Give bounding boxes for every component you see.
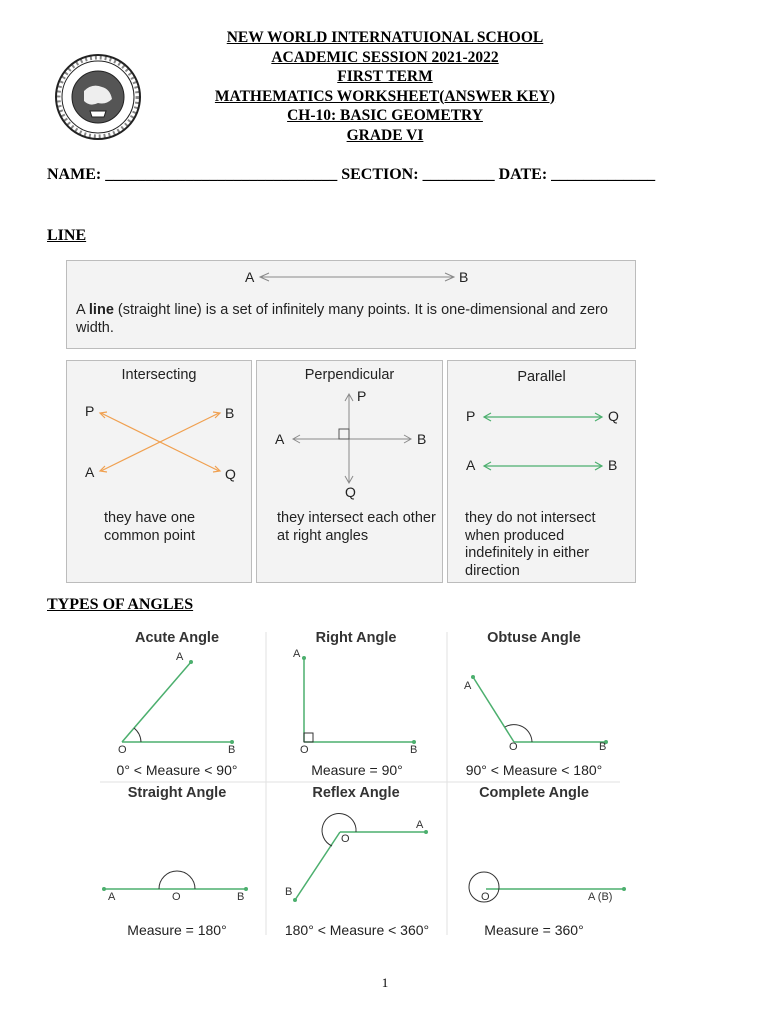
point-label: B: [225, 405, 235, 421]
angle-measure-straight: Measure = 180°: [127, 922, 227, 938]
angle-title-acute: Acute Angle: [134, 630, 220, 646]
point-label: B: [237, 891, 245, 903]
point-label: A: [416, 819, 424, 831]
chapter-title: CH-10: BASIC GEOMETRY: [287, 107, 483, 124]
student-info-line: NAME: _____________________________ SECTION: _________ DATE: _____________: [47, 166, 656, 183]
point-label: P: [85, 403, 95, 419]
panel-caption: they intersect each other at right angles: [277, 510, 436, 544]
line-section-title: LINE: [47, 227, 87, 244]
panel-caption: they do not intersect when produced indefinitely in either direction: [465, 510, 596, 579]
point-label: A: [108, 891, 116, 903]
point-label: B: [417, 431, 427, 447]
point-label: O: [300, 744, 309, 756]
point-label: A: [466, 457, 476, 473]
point-label: A: [85, 464, 95, 480]
angle-title-reflex: Reflex Angle: [312, 785, 400, 801]
point-label: B: [599, 741, 607, 753]
point-label: B: [410, 744, 418, 756]
point-label: Q: [345, 484, 356, 500]
angle-title-obtuse: Obtuse Angle: [487, 630, 581, 646]
point-label: B: [228, 744, 236, 756]
point-label: O: [509, 741, 518, 753]
panel-title: Intersecting: [121, 367, 197, 383]
angle-measure-acute: 0° < Measure < 90°: [116, 762, 238, 778]
angle-title-straight: Straight Angle: [127, 785, 227, 801]
point-label: B: [608, 457, 618, 473]
point-label: Q: [225, 466, 236, 482]
angle-measure-reflex: 180° < Measure < 360°: [284, 922, 430, 938]
grade: GRADE VI: [346, 126, 424, 144]
panel-title: Perpendicular: [304, 367, 395, 383]
point-label: P: [466, 408, 476, 424]
panel-title: Parallel: [517, 369, 566, 385]
angle-measure-right: Measure = 90°: [311, 762, 403, 778]
point-label: O: [118, 744, 127, 756]
point-label: O: [172, 891, 181, 903]
point-label: O: [481, 891, 490, 903]
angle-title-complete: Complete Angle: [479, 785, 589, 801]
page-number: 1: [381, 975, 389, 990]
academic-session: ACADEMIC SESSION 2021-2022: [271, 48, 499, 66]
point-label: A: [176, 651, 184, 663]
def-point-b: B: [459, 269, 469, 285]
point-label: A: [293, 648, 301, 660]
point-label: A: [275, 431, 285, 447]
point-label: A (B): [588, 891, 613, 903]
def-point-a: A: [245, 269, 255, 285]
term: FIRST TERM: [337, 68, 433, 85]
panel-caption: they have one common point: [104, 510, 196, 544]
angle-measure-obtuse: 90° < Measure < 180°: [465, 762, 603, 778]
angle-measure-complete: Measure = 360°: [484, 922, 584, 938]
point-label: B: [285, 886, 293, 898]
school-name: NEW WORLD INTERNATUIONAL SCHOOL: [226, 29, 544, 46]
line-definition: A line (straight line) is a set of infinitely many points. It is one-dimensional and zero width.: [76, 302, 608, 336]
point-label: A: [464, 680, 472, 692]
point-label: O: [341, 833, 350, 845]
point-label: Q: [608, 408, 619, 424]
worksheet-title: MATHEMATICS WORKSHEET(ANSWER KEY): [214, 87, 556, 105]
angles-section-title: TYPES OF ANGLES: [47, 596, 194, 613]
angle-title-right: Right Angle: [315, 630, 397, 646]
point-label: P: [357, 388, 367, 404]
